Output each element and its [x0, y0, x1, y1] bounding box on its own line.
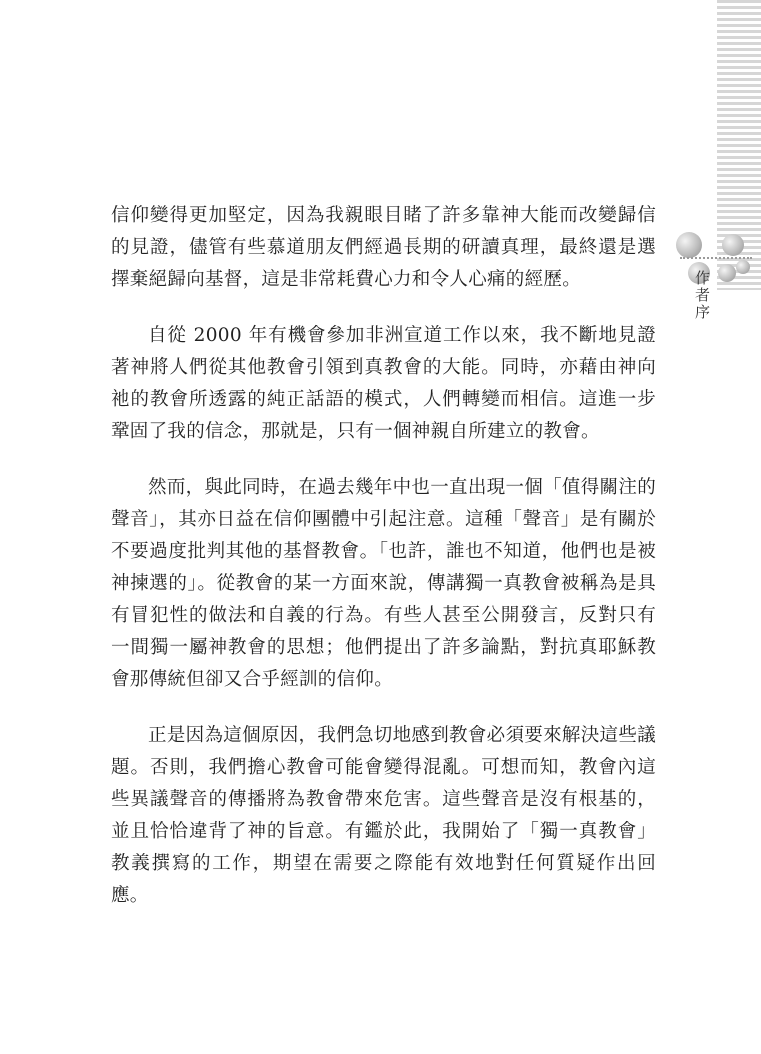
paragraph-3: 然而，與此同時，在過去幾年中也一直出現一個「值得關注的聲音」，其亦日益在信仰團體中引起注意。這種「聲音」是有關於不要過度批判其他的基督教會。「也許，誰也不知道，他們也是被神揀選的」。從教會的某一方面來說，傳講獨一真教會被稱為是具有冒犯性的做法和自義的行為。有些人甚至公開發言，反對只有一間獨一屬神教會的思想；他們提出了許多論點，對抗真耶穌教會那傳統但卻又合乎經訓的信仰。	[111, 477, 656, 690]
globe-icon	[676, 232, 702, 258]
globe-icon	[722, 234, 744, 256]
globe-icon	[718, 264, 736, 282]
page-body	[111, 200, 656, 936]
dotted-divider	[680, 257, 752, 259]
globe-ornament-icon	[672, 228, 761, 298]
paragraph-4: 正是因為這個原因，我們急切地感到教會必須要來解決這些議題。否則，我們擔心教會可能會變得混亂。可想而知，教會內這些異議聲音的傳播將為教會帶來危害。這些聲音是沒有根基的，並且恰恰違背了神的旨意。有鑑於此，我開始了「獨一真教會」教義撰寫的工作，期望在需要之際能有效地對任何質疑作出回應。	[111, 725, 656, 906]
globe-icon	[736, 260, 750, 274]
section-label: 作者序	[693, 270, 711, 321]
paragraph-2: 自從 2000 年有機會參加非洲宣道工作以來，我不斷地見證著神將人們從其他教會引領到真教會的大能。同時，亦藉由神向祂的教會所透露的純正話語的模式，人們轉變而相信。這進一步鞏固了我的信念，那就是，只有一個神親自所建立的教會。	[111, 325, 656, 442]
paragraph-1: 信仰變得更加堅定，因為我親眼目睹了許多靠神大能而改變歸信的見證，儘管有些慕道朋友們經過長期的研讀真理，最終還是選擇棄絕歸向基督，這是非常耗費心力和令人心痛的經歷。	[111, 205, 656, 290]
